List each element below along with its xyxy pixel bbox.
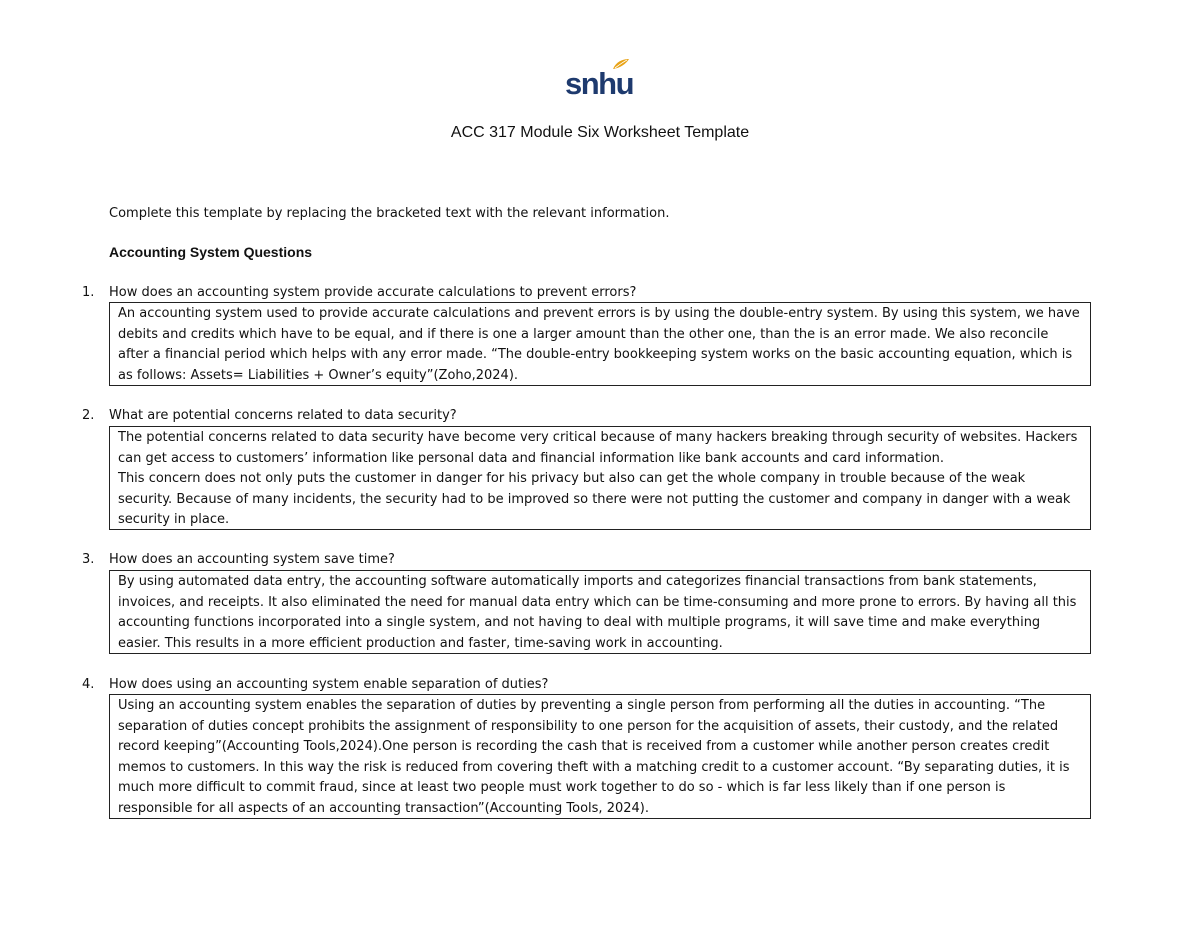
- answer-paragraph: By using automated data entry, the accounting software automatically imports and categorizes financial transactions from bank statements, invoices, and receipts. It also eliminated the need for manual data entry which can be time-consuming and more prone to errors. By having all this accounting functions incorporated into a single system, and not having to deal with multiple programs, it will save time and make everything easier. This results in a more efficient production and faster, time-saving work in accounting.: [118, 574, 1077, 651]
- question-number: 4.: [82, 677, 95, 692]
- page-title: ACC 317 Module Six Worksheet Template: [450, 124, 750, 141]
- answer-box-4[interactable]: [109, 694, 1091, 819]
- question-text: What are potential concerns related to data security?: [109, 408, 457, 423]
- question-text: How does an accounting system provide accurate calculations to prevent errors?: [109, 285, 637, 300]
- answer-box-2[interactable]: [109, 426, 1091, 530]
- answer-paragraph: This concern does not only puts the customer in danger for his privacy but also can get the whole company in trouble because of the weak security. Because of many incidents, the security had to be improved so there were not putting the customer and company in danger with a weak security in place.: [118, 471, 1071, 527]
- answer-box-1[interactable]: [109, 302, 1091, 386]
- instructions-text: Complete this template by replacing the bracketed text with the relevant information.: [109, 206, 670, 221]
- snhu-logo: [565, 56, 635, 104]
- question-text: How does an accounting system save time?: [109, 552, 395, 567]
- question-3: [82, 551, 1102, 569]
- answer-box-3[interactable]: [109, 570, 1091, 654]
- question-number: 1.: [82, 285, 95, 300]
- question-text: How does using an accounting system enable separation of duties?: [109, 677, 549, 692]
- answer-paragraph: Using an accounting system enables the separation of duties by preventing a single person from performing all the duties in accounting. “The separation of duties concept prohibits the assignment of responsibility to one person for the acquisition of assets, their custody, and the related record keeping”(Accounting Tools,2024).One person is recording the cash that is received from a customer while another person creates credit memos to customers. In this way the risk is reduced from covering theft with a matching credit to a customer account. “By separating duties, it is much more difficult to commit fraud, since at least two people must work together to do so - which is far less likely than if one person is responsible for all aspects of an accounting transaction”(Accounting Tools, 2024).: [118, 698, 1070, 816]
- question-number: 3.: [82, 552, 95, 567]
- question-number: 2.: [82, 408, 95, 423]
- section-heading: Accounting System Questions: [109, 244, 313, 260]
- answer-paragraph: The potential concerns related to data security have become very critical because of many hackers breaking through security of websites. Hackers can get access to customers’ information like personal data and financial information like bank accounts and card information.: [118, 430, 1078, 466]
- question-1: [82, 284, 1102, 302]
- logo-wordmark: snhu: [565, 66, 634, 101]
- question-4: [82, 676, 1102, 694]
- answer-paragraph: An accounting system used to provide accurate calculations and prevent errors is by using the double-entry system. By using this system, we have debits and credits which have to be equal, and if there is one a larger amount than the other one, than the is an error made. We also reconcile after a financial period which helps with any error made. “The double-entry bookkeeping system works on the basic accounting equation, which is as follows: Assets= Liabilities + Owner’s equity”(Zoho,2024).: [118, 306, 1080, 383]
- question-2: [82, 407, 1102, 425]
